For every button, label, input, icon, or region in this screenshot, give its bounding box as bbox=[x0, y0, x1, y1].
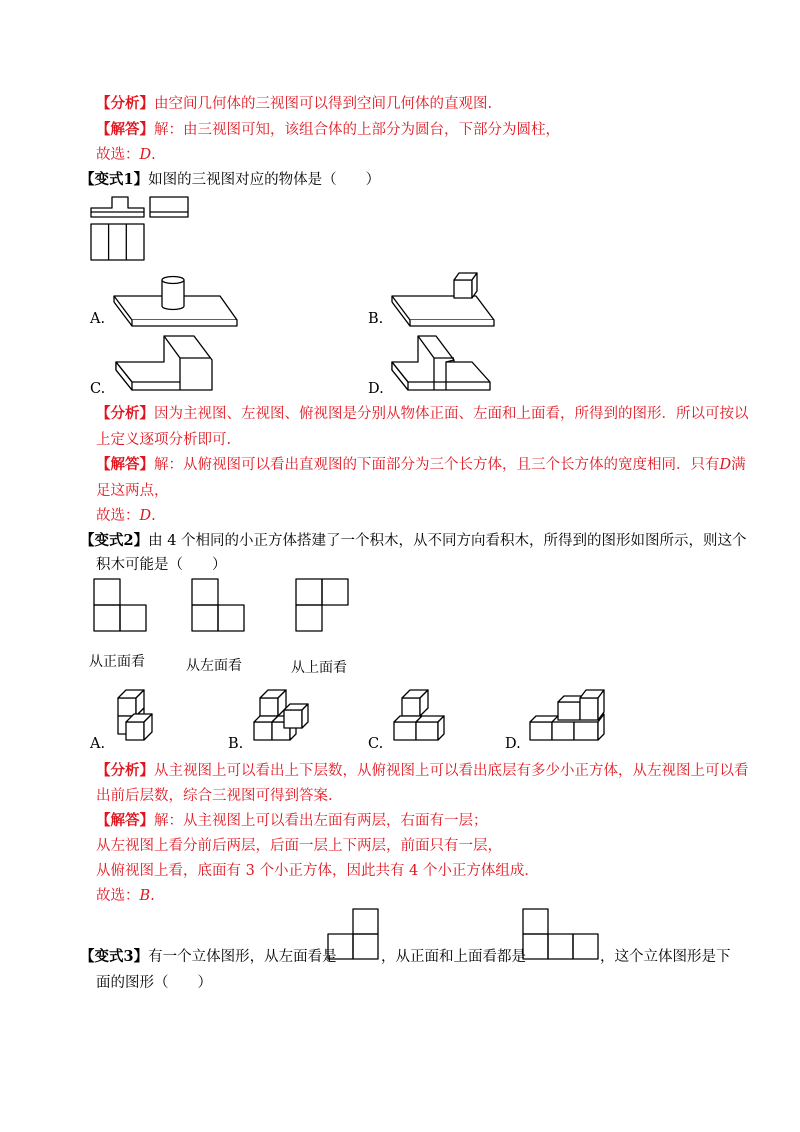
choose-prefix: 故选： bbox=[96, 147, 140, 163]
option-a-figure bbox=[112, 684, 172, 750]
variant-1-stem bbox=[80, 171, 380, 189]
answer-text: 解：从俯视图可以看出直观图的下面部分为三个长方体，且三个长方体的宽度相同．只有 bbox=[154, 457, 720, 473]
variant-2-analysis-1 bbox=[96, 762, 749, 780]
variant-2-choose bbox=[96, 887, 155, 905]
choose-period: . bbox=[151, 508, 156, 524]
option-b-figure bbox=[390, 268, 550, 328]
answer-tag: 【解答】 bbox=[96, 121, 154, 138]
choose-period: . bbox=[151, 147, 156, 163]
option-b-figure bbox=[250, 684, 320, 750]
option-c-label: C. bbox=[90, 381, 106, 397]
variant-1-answer-2: 足这两点， bbox=[96, 483, 169, 499]
option-c-figure bbox=[114, 332, 234, 396]
view-front-figure bbox=[93, 578, 153, 638]
variant-tag: 【变式 bbox=[80, 532, 124, 549]
variant-tag-close: 】 bbox=[133, 532, 149, 549]
option-d-label: D. bbox=[368, 381, 384, 397]
variant-2-answer-3: 从俯视图上看，底面有 3 个小正方体，因此共有 4 个小正方体组成． bbox=[96, 863, 539, 879]
variant-tag-close: 】 bbox=[133, 171, 149, 188]
option-a-label: A. bbox=[90, 736, 106, 752]
analysis-text: 因为主视图、左视图、俯视图是分别从物体正面、左面和上面看，所得到的图形．所以可按以 bbox=[154, 406, 749, 422]
option-b-label: B. bbox=[368, 311, 384, 327]
variant-2-stem-1 bbox=[80, 532, 747, 550]
answer-tag: 【解答】 bbox=[96, 812, 154, 829]
variant-stem-text: 如图的三视图对应的物体是（ ） bbox=[148, 172, 381, 188]
analysis-line bbox=[96, 95, 492, 113]
variant-2-answer-1 bbox=[96, 812, 488, 830]
view-top-figure bbox=[295, 578, 355, 638]
choose-answer: D bbox=[139, 508, 152, 524]
answer-text: 解：由三视图可知，该组合体的上部分为圆台，下部分为圆柱， bbox=[154, 122, 560, 138]
variant-1-answer-1 bbox=[96, 456, 746, 474]
variant-num: 3 bbox=[123, 948, 134, 965]
variant-1-analysis-1 bbox=[96, 405, 749, 423]
variant-3-stem-2: 面的图形（ ） bbox=[96, 975, 212, 991]
answer-line bbox=[96, 121, 560, 139]
choose-prefix: 故选： bbox=[96, 508, 140, 524]
analysis-text: 由空间几何体的三视图可以得到空间几何体的直观图. bbox=[154, 96, 493, 112]
variant-stem-text: 有一个立体图形，从左面看是 bbox=[148, 949, 337, 965]
variant-tag-close: 】 bbox=[133, 948, 149, 965]
option-d-label: D. bbox=[505, 736, 521, 752]
variant-num: 1 bbox=[123, 171, 134, 188]
variant-2-answer-2: 从左视图上看分前后两层，后面一层上下两层，前面只有一层， bbox=[96, 838, 502, 854]
front-top-view-inline-figure bbox=[522, 908, 604, 964]
variant-tag: 【变式 bbox=[80, 171, 124, 188]
answer-tag: 【解答】 bbox=[96, 456, 154, 473]
variant-3-stem-1 bbox=[80, 948, 337, 966]
variant-3-stem-mid: ，从正面和上面看都是 bbox=[381, 949, 526, 965]
choose-answer: D bbox=[139, 147, 152, 163]
analysis-tag: 【分析】 bbox=[96, 405, 154, 422]
variant-num: 2 bbox=[123, 532, 134, 549]
option-a-figure bbox=[112, 268, 272, 328]
analysis-text: 从主视图上可以看出上下层数，从俯视图上可以看出底层有多少小正方体，从左视图上可以看 bbox=[154, 763, 749, 779]
choose-answer: B bbox=[139, 888, 151, 904]
view-top-label: 从上面看 bbox=[291, 660, 347, 676]
option-d-figure bbox=[390, 332, 510, 396]
option-b-label: B. bbox=[228, 736, 244, 752]
option-c-label: C. bbox=[368, 736, 384, 752]
variant-3-stem-end: ，这个立体图形是下 bbox=[600, 949, 731, 965]
variant-stem-text: 由 4 个相同的小正方体搭建了一个积木，从不同方向看积木，所得到的图形如图所示，则这个 bbox=[148, 533, 747, 549]
variant-1-analysis-2: 上定义逐项分析即可. bbox=[96, 432, 232, 448]
view-front-label: 从正面看 bbox=[89, 654, 145, 670]
variant-1-choose bbox=[96, 507, 156, 525]
choose-line bbox=[96, 146, 156, 164]
variant-2-stem-2: 积木可能是（ ） bbox=[96, 557, 227, 573]
answer-text: 解：从主视图上可以看出左面有两层，右面有一层； bbox=[154, 813, 488, 829]
three-view-figure bbox=[88, 194, 208, 264]
choose-period: . bbox=[150, 888, 155, 904]
analysis-tag: 【分析】 bbox=[96, 762, 154, 779]
view-left-label: 从左面看 bbox=[186, 658, 242, 674]
choose-prefix: 故选： bbox=[96, 888, 140, 904]
variant-tag: 【变式 bbox=[80, 948, 124, 965]
variant-2-analysis-2: 出前后层数，综合三视图可得到答案. bbox=[96, 788, 333, 804]
answer-italic: D bbox=[719, 457, 732, 473]
option-d-figure bbox=[526, 684, 616, 750]
left-view-inline-figure bbox=[327, 908, 383, 964]
option-c-figure bbox=[390, 684, 460, 750]
view-left-figure bbox=[191, 578, 251, 638]
analysis-tag: 【分析】 bbox=[96, 95, 154, 112]
option-a-label: A. bbox=[90, 311, 106, 327]
answer-text-end: 满 bbox=[731, 457, 746, 473]
